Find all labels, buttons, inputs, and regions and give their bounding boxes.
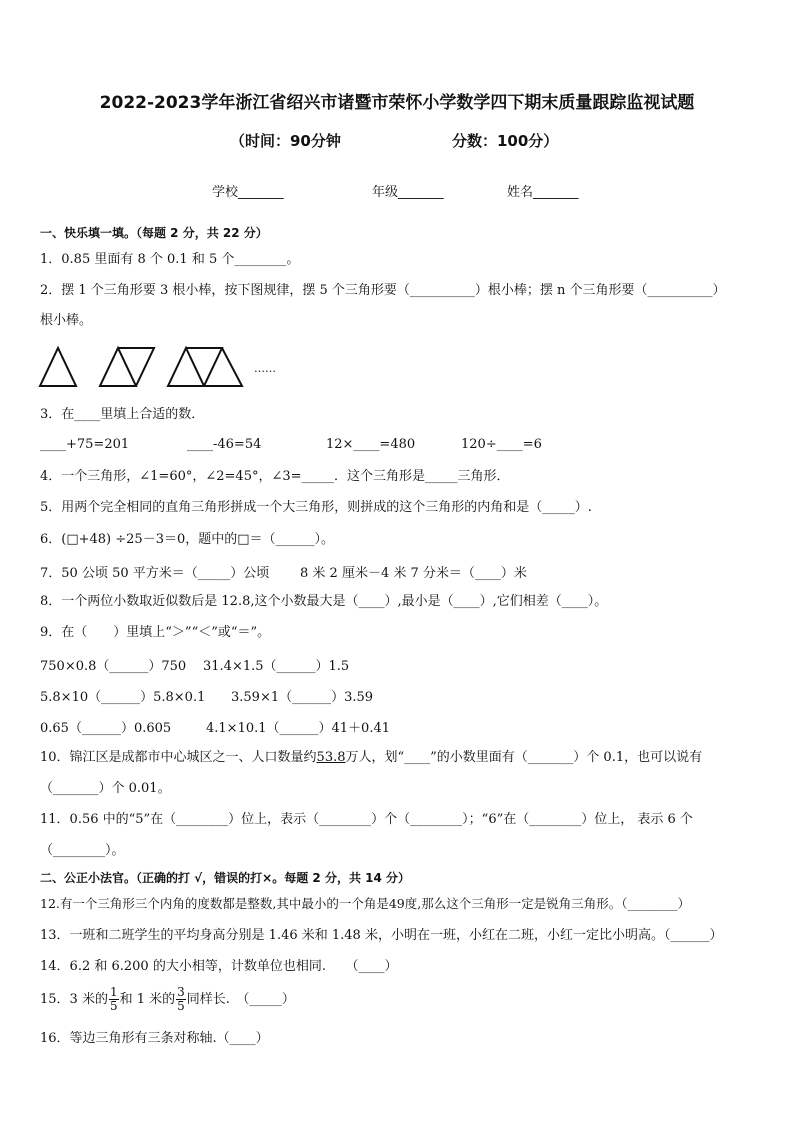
question-3-item-3: 12×____=480 [326, 437, 416, 452]
fraction-1-numerator: 1 [109, 985, 118, 999]
question-15-text-a: 15．3 米的 [40, 992, 108, 1007]
question-15-text-c: 同样长. （_____） [186, 992, 295, 1007]
question-9-row1-b: 31.4×1.5（______）1.5 [203, 659, 350, 674]
triangle-2-inverted [118, 348, 154, 386]
question-11-line2: （________）。 [40, 843, 125, 858]
question-1: 1．0.85 里面有 8 个 0.1 和 5 个________。 [40, 252, 300, 267]
question-12: 12.有一个三角形三个内角的度数都是整数,其中最小的一个角是49度,那么这个三角形一定是锐角三角形。（________） [40, 896, 690, 911]
fraction-1-denominator: 5 [109, 999, 118, 1013]
question-9-row3-a: 0.65（______）0.605 [40, 721, 172, 736]
section1-heading: 一、快乐填一填。（每题 2 分，共 22 分） [40, 226, 268, 240]
page-title: 2022-2023学年浙江省绍兴市诸暨市荣怀小学数学四下期末质量跟踪监视试题 [99, 93, 695, 113]
triangle-3-inverted [186, 348, 222, 386]
pattern-ellipsis: …… [254, 362, 276, 375]
question-6: 6．(□+48) ÷25－3＝0，题中的□＝（______）。 [40, 532, 335, 547]
question-7-part-a: 7．50 公顷 50 平方米＝（_____）公顷 [40, 566, 270, 581]
question-3-item-2: ____-46=54 [187, 437, 262, 452]
question-2-line1: 2．摆 1 个三角形要 3 根小棒，按下图规律，摆 5 个三角形要（__________）根小棒；摆 n 个三角形要（__________） [40, 283, 726, 298]
question-9-row2-b: 3.59×1（______）3.59 [231, 690, 374, 705]
question-3-item-4: 120÷____=6 [461, 437, 542, 452]
section2-heading: 二、公正小法官。（正确的打 √，错误的打×。每题 2 分，共 14 分） [40, 871, 410, 885]
question-9-row2-a: 5.8×10（______）5.8×0.1 [40, 690, 206, 705]
question-10-line2: （_______）个 0.01。 [40, 781, 171, 796]
question-9-row1-a: 750×0.8（______）750 [40, 659, 187, 674]
fraction-three-fifths [176, 986, 186, 1013]
triangle-pattern-figure [38, 344, 288, 390]
question-3: 3．在____里填上合适的数． [40, 407, 205, 422]
fraction-2-denominator: 5 [177, 999, 185, 1013]
question-7-part-b: 8 米 2 厘米－4 米 7 分米＝（____）米 [300, 566, 527, 581]
question-2-line2: 根小棒。 [40, 313, 93, 328]
question-14: 14．6.2 和 6.200 的大小相等，计数单位也相同. （____） [40, 959, 398, 974]
fraction-2-numerator: 3 [177, 985, 185, 999]
question-4: 4．一个三角形，∠1=60°，∠2=45°，∠3=_____．这个三角形是_____三角形． [40, 469, 510, 484]
exam-time: （时间：90分钟 [230, 132, 341, 150]
question-10-underlined-number: 53.8 [316, 750, 346, 765]
question-8: 8．一个两位小数取近似数后是 12.8,这个小数最大是（____）,最小是（____）,它们相差（____）。 [40, 594, 608, 609]
question-10-post: 万人，划“____”的小数里面有（_______）个 0.1，也可以说有 [345, 750, 703, 765]
question-5: 5．用两个完全相同的直角三角形拼成一个大三角形，则拼成的这个三角形的内角和是（_____）. [40, 500, 592, 515]
question-15-text-b: 和 1 米的 [119, 992, 176, 1007]
school-field[interactable]: 学校_______ [212, 185, 284, 200]
name-field[interactable]: 姓名_______ [507, 185, 579, 200]
exam-score: 分数：100分） [452, 132, 559, 150]
triangle-3-third [204, 348, 242, 386]
question-11-line1: 11．0.56 中的“5”在（________）位上，表示（________）个（________）；“6”在（________）位上， 表示 6 个 [40, 812, 693, 827]
question-3-item-1: ____+75=201 [40, 437, 130, 452]
question-9-row3-b: 4.1×10.1（______）41＋0.41 [206, 721, 390, 736]
grade-field[interactable]: 年级_______ [372, 185, 444, 200]
triangle-2 [100, 348, 136, 386]
question-10-line1 [40, 749, 702, 767]
question-10-pre: 10．锦江区是成都市中心城区之一、人口数量约 [40, 750, 317, 765]
question-16: 16．等边三角形有三条对称轴.（____） [40, 1031, 269, 1046]
triangle-1 [40, 348, 76, 386]
fraction-one-fifth [109, 986, 119, 1013]
question-13: 13．一班和二班学生的平均身高分别是 1.46 米和 1.48 米，小明在一班，小红在二班，小红一定比小明高。（______） [40, 928, 723, 943]
question-9: 9．在（ ）里填上“＞”“＜”或“＝”。 [40, 625, 271, 640]
triangle-3 [168, 348, 204, 386]
question-15 [40, 985, 295, 1015]
